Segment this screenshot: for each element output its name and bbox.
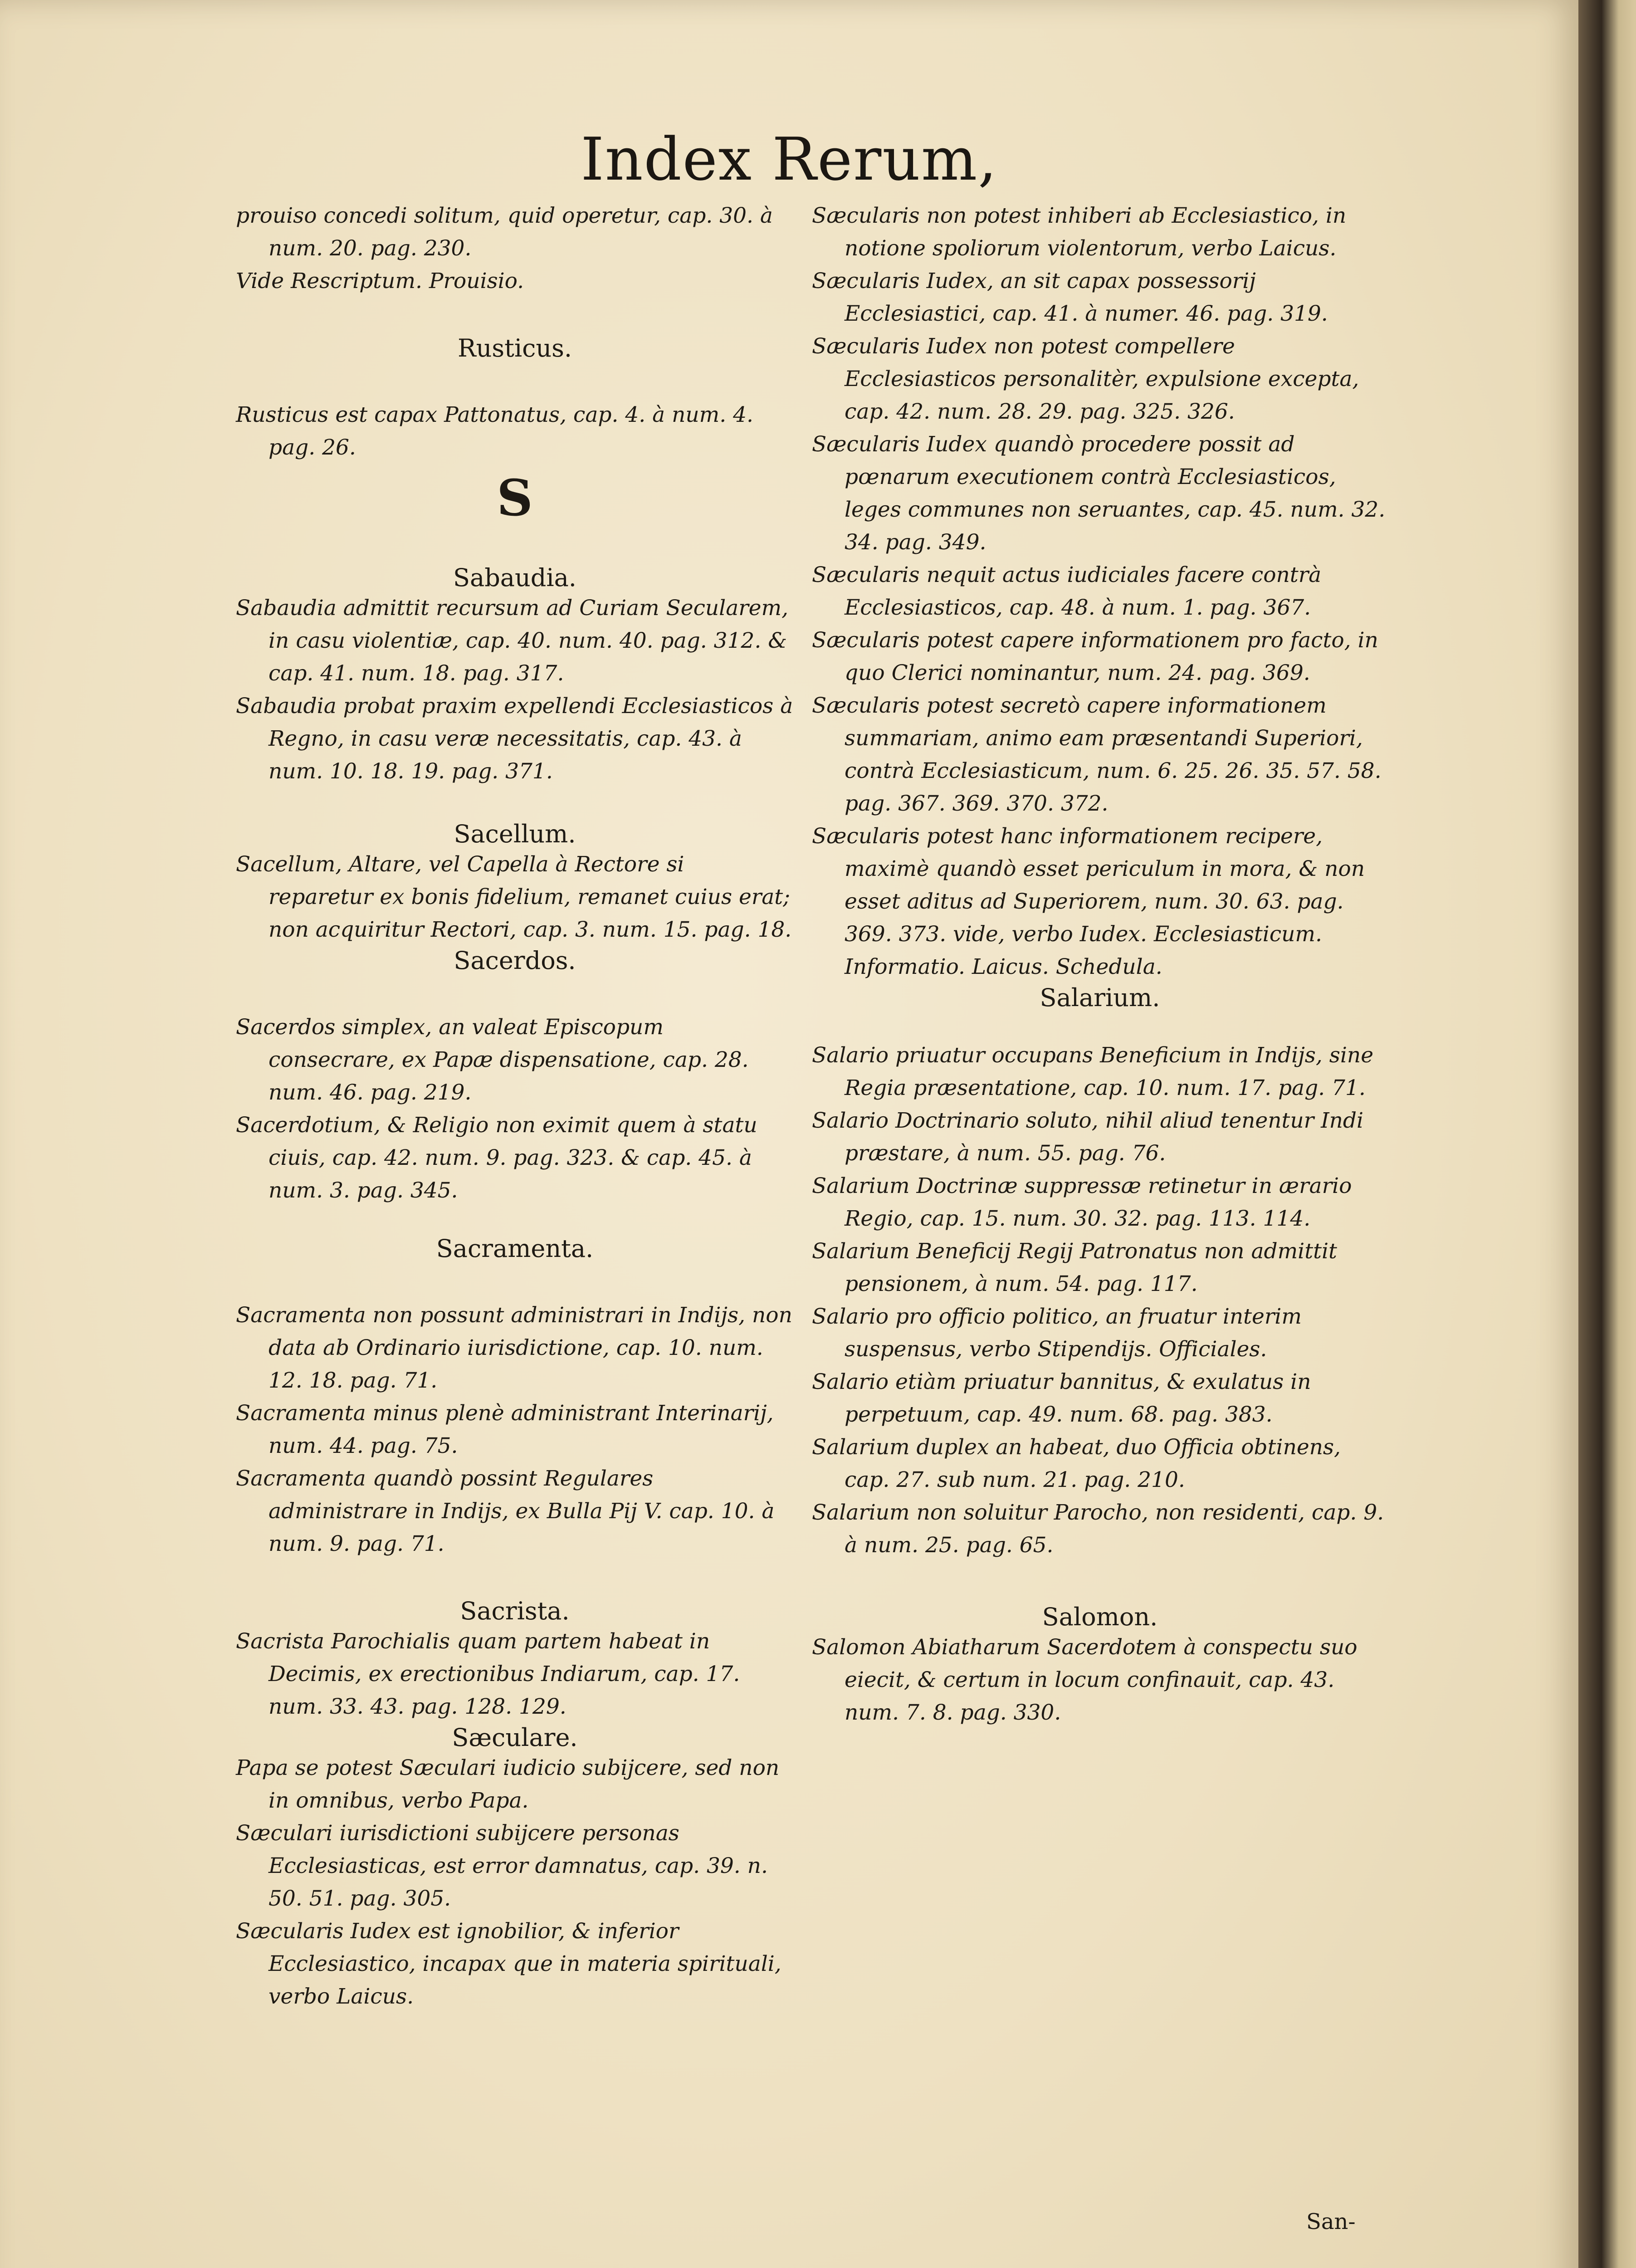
index-entry: Sacramenta minus plenè administrant Interinarij, num. 44. pag. 75.: [236, 1401, 774, 1458]
index-heading: Sacellum.: [454, 820, 576, 848]
index-entry: Sæcularis Iudex est ignobilior, & inferior Ecclesiastico, incapax que in materia spirituali, verbo Laicus.: [236, 1919, 781, 2009]
running-title: Index Rerum,: [581, 125, 998, 194]
index-entry: Sæculari iurisdictioni subijcere personas Ecclesiasticas, est error damnatus, cap. 39. n. 50. 51. pag. 305.: [236, 1821, 768, 1911]
index-heading: Sæculare.: [452, 1723, 578, 1752]
index-entry: Salarium duplex an habeat, duo Officia obtinens, cap. 27. sub num. 21. pag. 210.: [812, 1435, 1341, 1492]
index-heading: Sacerdos.: [454, 946, 576, 975]
index-entry: Salario pro officio politico, an fruatur interim suspensus, verbo Stipendijs. Officiales.: [812, 1304, 1302, 1362]
index-entry: prouiso concedi solitum, quid operetur, cap. 30. à num. 20. pag. 230.: [236, 203, 773, 261]
index-entry: Sæcularis Iudex quandò procedere possit ad pœnarum executionem contrà Ecclesiasticos, leges communes non seruantes, cap. 45. num. 32. 34. pag. 349.: [812, 432, 1386, 555]
index-heading: S: [497, 469, 533, 527]
index-entry: Sæcularis Iudex, an sit capax possessorij Ecclesiastici, cap. 41. à numer. 46. pag. 319.: [812, 269, 1328, 326]
index-entry: Rusticus est capax Pattonatus, cap. 4. à num. 4. pag. 26.: [236, 402, 753, 460]
index-entry: Salario etiàm priuatur bannitus, & exulatus in perpetuum, cap. 49. num. 68. pag. 383.: [812, 1369, 1311, 1427]
catchword: San-: [1306, 2209, 1356, 2234]
index-entry: Sæcularis potest hanc informationem recipere, maximè quandò esset periculum in mora, & non esset aditus ad Superiorem, num. 30. 63. pag. 369. 373. vide, verbo Iudex. Ecclesiasticum. Informatio. Laicus. Schedula.: [812, 824, 1365, 979]
index-entry: Salarium Beneficij Regij Patronatus non admittit pensionem, à num. 54. pag. 117.: [812, 1239, 1337, 1296]
index-heading: Sacramenta.: [436, 1234, 594, 1263]
index-entry: Sacerdos simplex, an valeat Episcopum consecrare, ex Papæ dispensatione, cap. 28. num. 46. pag. 219.: [236, 1015, 749, 1105]
index-entry: Sæcularis potest capere informationem pro facto, in quo Clerici nominantur, num. 24. pag. 369.: [812, 628, 1378, 685]
index-entry: Salarium non soluitur Parocho, non residenti, cap. 9. à num. 25. pag. 65.: [812, 1500, 1384, 1558]
index-entry: Sæcularis nequit actus iudiciales facere contrà Ecclesiasticos, cap. 48. à num. 1. pag. 367.: [812, 562, 1322, 620]
index-entry: Sæcularis non potest inhiberi ab Ecclesiastico, in notione spoliorum violentorum, verbo Laicus.: [812, 203, 1347, 261]
index-entry: Sacramenta non possunt administrari in Indijs, non data ab Ordinario iurisdictione, cap. 10. num. 12. 18. pag. 71.: [236, 1303, 792, 1393]
index-column-left: [236, 200, 794, 2013]
index-entry: Sacrista Parochialis quam partem habeat in Decimis, ex erectionibus Indiarum, cap. 17. num. 33. 43. pag. 128. 129.: [236, 1629, 740, 1719]
index-entry: Sacerdotium, & Religio non eximit quem à statu ciuis, cap. 42. num. 9. pag. 323. & cap. 45. à num. 3. pag. 345.: [236, 1113, 757, 1203]
index-entry: Vide Rescriptum. Prouisio.: [236, 269, 524, 293]
index-entry: Sabaudia admittit recursum ad Curiam Secularem, in casu violentiæ, cap. 40. num. 40. pag. 312. & cap. 41. num. 18. pag. 317.: [236, 596, 789, 686]
index-entry: Sæcularis potest secretò capere informationem summariam, animo eam præsentandi Superiori, contrà Ecclesiasticum, num. 6. 25. 26. 35. 57. 58. pag. 367. 369. 370. 372.: [812, 693, 1382, 816]
index-entry: Salarium Doctrinæ suppressæ retinetur in ærario Regio, cap. 15. num. 30. 32. pag. 113. 114.: [812, 1173, 1352, 1231]
index-entry: Papa se potest Sæculari iudicio subijcere, sed non in omnibus, verbo Papa.: [236, 1755, 780, 1813]
index-column-right: [812, 200, 1388, 1729]
index-heading: Rusticus.: [457, 334, 572, 362]
index-entry: Sacellum, Altare, vel Capella à Rectore si reparetur ex bonis fidelium, remanet cuius erat; non acquiritur Rectori, cap. 3. num. 15. pag. 18.: [236, 852, 792, 942]
index-entry: Sacramenta quandò possint Regulares administrare in Indijs, ex Bulla Pij V. cap. 10. à num. 9. pag. 71.: [236, 1466, 775, 1556]
index-entry: Sæcularis Iudex non potest compellere Ecclesiasticos personalitèr, expulsione excepta, cap. 42. num. 28. 29. pag. 325. 326.: [812, 334, 1359, 424]
index-heading: Sacrista.: [460, 1597, 570, 1625]
index-entry: Salario priuatur occupans Beneficium in Indijs, sine Regia præsentatione, cap. 10. num. 17. pag. 71.: [812, 1043, 1374, 1100]
index-heading: Sabaudia.: [453, 563, 576, 592]
index-entry: Salario Doctrinario soluto, nihil aliud tenentur Indi præstare, à num. 55. pag. 76.: [812, 1108, 1364, 1166]
index-heading: Salarium.: [1040, 983, 1160, 1012]
index-entry: Sabaudia probat praxim expellendi Ecclesiasticos à Regno, in casu veræ necessitatis, cap. 43. à num. 10. 18. 19. pag. 371.: [236, 694, 793, 784]
index-entry: Salomon Abiatharum Sacerdotem à conspectu suo eiecit, & certum in locum confinauit, cap. 43. num. 7. 8. pag. 330.: [812, 1635, 1358, 1725]
book-spine: [1578, 0, 1636, 2268]
index-heading: Salomon.: [1042, 1603, 1158, 1631]
